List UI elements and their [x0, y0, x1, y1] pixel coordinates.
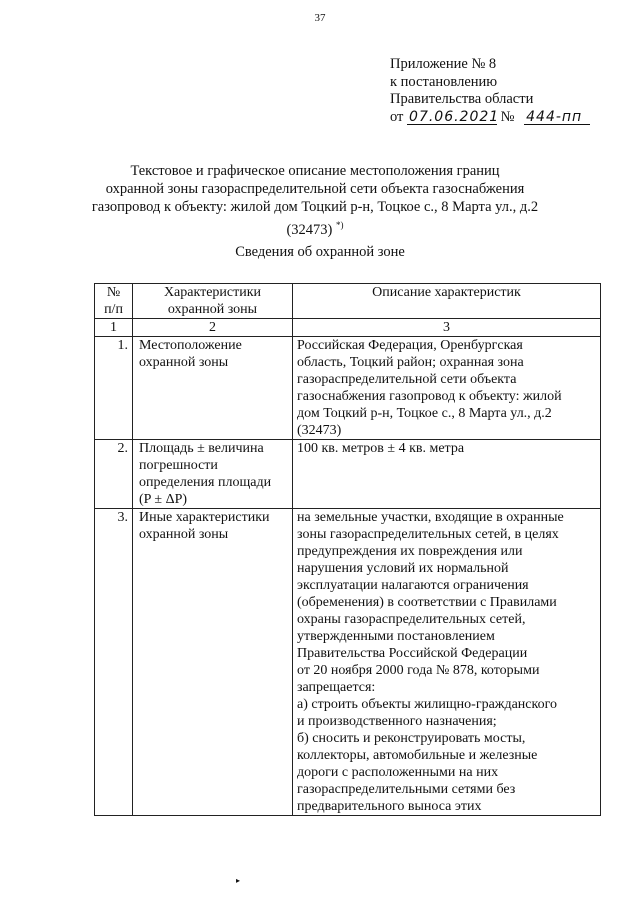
row-characteristic: Иные характеристики охранной зоны	[133, 509, 293, 816]
appendix-line-2: к постановлению	[390, 73, 498, 90]
handwritten-date: 07.06.2021	[409, 108, 500, 125]
appendix-line-3: Правительства области	[390, 91, 534, 107]
index-cell: 3	[293, 319, 601, 337]
row-description: 100 кв. метров ± 4 кв. метра	[293, 440, 601, 509]
appendix-line-1: Приложение № 8	[390, 56, 497, 72]
appendix-header	[390, 56, 590, 126]
bullet-mark: ▸	[236, 876, 241, 885]
table-header-row	[95, 284, 601, 319]
index-cell: 2	[133, 319, 293, 337]
title-line-3: газопровод к объекту: жилой дом Тоцкий р-н, Тоцкое с., 8 Марта ул., д.2	[91, 199, 539, 215]
header-number: № п/п	[95, 284, 133, 319]
row-characteristic: Местоположение охранной зоны	[133, 337, 293, 440]
title-code: (32473)	[286, 221, 333, 238]
row-number: 2.	[95, 440, 133, 509]
row-number: 1.	[95, 337, 133, 440]
protection-zone-table	[94, 283, 601, 816]
footnote-mark: *)	[336, 220, 344, 230]
title-line-1: Текстовое и графическое описание местоположения границ	[130, 163, 500, 179]
table-index-row	[95, 319, 601, 337]
row-characteristic: Площадь ± величина погрешности определения площади (P ± ΔP)	[133, 440, 293, 509]
page-number: 37	[314, 12, 326, 24]
row-description: на земельные участки, входящие в охранные зоны газораспределительных сетей, в целях предупреждения их повреждения или нарушения условий их нормальной эксплуатации налагаются ограничения (обременения) в соответствии с Правилами охраны газораспределительных сетей, утвержденными постановлением Правительства Российской Федерации от 20 ноября 2000 года № 878, которыми запрещается: а) строить объекты жилищно-гражданского и производственного назначения; б) сносить и реконструировать мосты, коллекторы, автомобильные и железные дороги с расположенными на них газораспределительными сетями без предварительного выноса этих	[293, 509, 601, 816]
number-sign: №	[500, 108, 515, 125]
appendix-prefix: от	[390, 108, 404, 125]
section-title: Сведения об охранной зоне	[235, 244, 405, 260]
header-characteristic: Характеристики охранной зоны	[133, 284, 293, 319]
appendix-line-4	[390, 109, 590, 127]
handwritten-number: 444-пп	[524, 110, 590, 125]
header-description: Описание характеристик	[293, 284, 601, 319]
index-cell: 1	[95, 319, 133, 337]
table-row	[95, 509, 601, 816]
row-description: Российская Федерация, Оренбургская область, Тоцкий район; охранная зона газораспределительной сети объекта газоснабжения газопровод к объекту: жилой дом Тоцкий р-н, Тоцкое с., 8 Марта ул., д.2 (32473)	[293, 337, 601, 440]
title-line-4	[80, 216, 550, 239]
row-number: 3.	[95, 509, 133, 816]
title-line-2: охранной зоны газораспределительной сети объекта газоснабжения	[105, 181, 525, 197]
table-row	[95, 440, 601, 509]
table-row	[95, 337, 601, 440]
document-title	[80, 162, 550, 239]
